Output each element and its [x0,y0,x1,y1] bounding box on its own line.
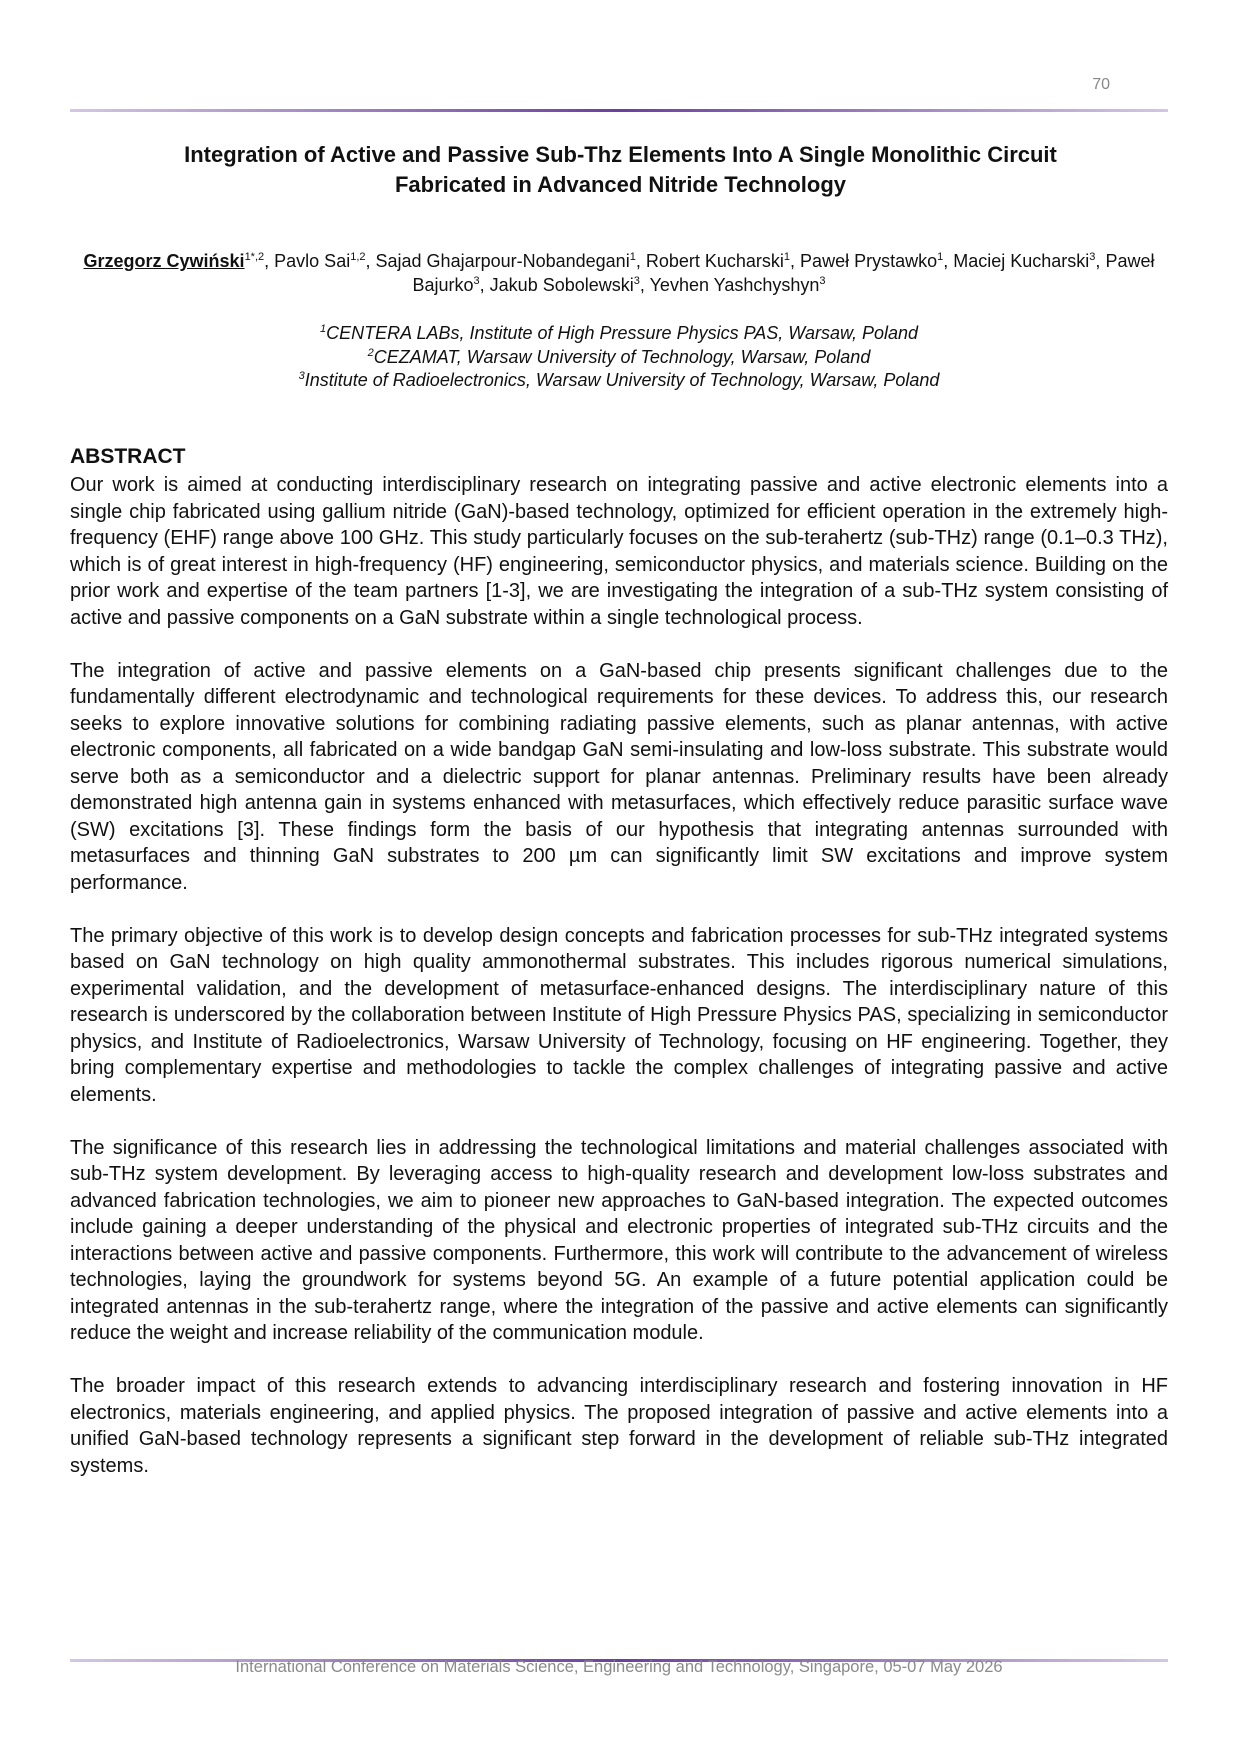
author-name: Yevhen Yashchyshyn [649,275,820,295]
author-affiliation-mark: 3 [1089,251,1096,263]
header-divider [70,109,1168,112]
author-separator: , [635,251,646,271]
affiliation-text: Institute of Radioelectronics, Warsaw University of Technology, Warsaw, Poland [304,370,940,390]
author-affiliation-mark: 1 [937,251,944,263]
affiliation [70,322,1168,346]
affiliation-text: CEZAMAT, Warsaw University of Technology, Warsaw, Poland [373,346,871,367]
affiliation-list [70,322,1168,393]
affiliation-mark: 1 [319,323,327,335]
author-name: Sajad Ghajarpour-Nobandegani [375,251,630,271]
author-affiliation-mark: 1*,2 [244,251,265,263]
abstract-heading: ABSTRACT [70,445,186,468]
author-name: Jakub Sobolewski [489,275,634,295]
conference-footer: International Conference on Materials Science, Engineering and Technology, Singapore, 05-07 May 2026 [235,1658,1003,1676]
author-affiliation-mark: 1,2 [350,251,366,263]
author-affiliation-mark: 1 [783,251,791,263]
title-line-2: Fabricated in Advanced Nitride Technology [394,172,847,197]
author-separator: , [365,251,376,271]
abstract-paragraph: The primary objective of this work is to develop design concepts and fabrication processes for sub-THz integrated systems based on GaN technology on high quality ammonothermal substrates. This includes rigorous numerical simulations, experimental validation, and the development of metasurface-enhanced designs. The interdisciplinary nature of this research is underscored by the collaboration between Institute of High Pressure Physics PAS, specializing in semiconductor physics, and Institute of Radioelectronics, Warsaw University of Technology, focusing on HF engineering. Together, they bring complementary expertise and methodologies to tackle the complex challenges of integrating passive and active elements. [70,924,1168,1106]
author-separator: , [1095,251,1106,271]
author-name: Pavlo Sai [274,251,351,271]
author-name: Grzegorz Cywiński [83,251,245,271]
affiliation-text: CENTERA LABs, Institute of High Pressure Physics PAS, Warsaw, Poland [326,323,919,343]
author-name: Paweł Prystawko [800,251,938,271]
abstract-paragraph: The integration of active and passive elements on a GaN-based chip presents significant challenges due to the fundamentally different electrodynamic and technological requirements for these devices. To address this, our research seeks to explore innovative solutions for combining radiating passive elements, such as planar antennas, with active electronic components, all fabricated on a wide bandgap GaN semi-insulating and low-loss substrate. This substrate would serve both as a semiconductor and a dielectric support for planar antennas. Preliminary results have been already demonstrated high antenna gain in systems enhanced with metasurfaces, which effectively reduce parasitic surface wave (SW) excitations [3]. These findings form the basis of our hypothesis that integrating antennas surrounded with metasurfaces and thinning GaN substrates to 200 µm can significantly limit SW excitations and improve system performance. [70,659,1168,894]
affiliation [70,369,1168,393]
author-affiliation-mark: 3 [473,275,480,287]
author-affiliation-mark: 3 [819,275,826,287]
author-separator: , [639,275,650,295]
abstract-paragraph: The broader impact of this research extends to advancing interdisciplinary research and fostering innovation in HF electronics, materials engineering, and applied physics. The proposed integration of passive and active elements into a unified GaN-based technology represents a significant step forward in the development of reliable sub-THz integrated systems. [70,1375,1168,1477]
author-affiliation-mark: 3 [633,275,640,287]
author-affiliation-mark: 1 [629,251,636,263]
author-name: Robert Kucharski [645,251,784,271]
author-separator: , [264,251,275,271]
abstract-body [70,472,1168,1506]
author-separator: , [790,251,801,271]
author-list [70,249,1168,297]
affiliation-mark: 3 [298,370,305,382]
author-name: Paweł Bajurko [412,251,1155,295]
author-separator: , [943,251,954,271]
paper-title [90,140,1151,200]
title-line-1: Integration of Active and Passive Sub-Thz Elements Into A Single Monolithic Circuit [184,142,1057,167]
author-separator: , [479,275,490,295]
page-number: 70 [1092,76,1110,93]
author-name: Maciej Kucharski [953,251,1090,271]
abstract-paragraph: Our work is aimed at conducting interdisciplinary research on integrating passive and active electronic elements into a single chip fabricated using gallium nitride (GaN)-based technology, optimized for efficient operation in the extremely high-frequency (EHF) range above 100 GHz. This study particularly focuses on the sub-terahertz (sub-THz) range (0.1–0.3 THz), which is of great interest in high-frequency (HF) engineering, semiconductor physics, and materials science. Building on the prior work and expertise of the team partners [1-3], we are investigating the integration of a sub-THz system consisting of active and passive components on a GaN substrate within a single technological process. [70,474,1168,629]
abstract-paragraph: The significance of this research lies in addressing the technological limitations and material challenges associated with sub-THz system development. By leveraging access to high-quality research and development low-loss substrates and advanced fabrication technologies, we aim to pioneer new approaches to GaN-based integration. The expected outcomes include gaining a deeper understanding of the physical and electronic properties of integrated sub-THz circuits and the interactions between active and passive components. Furthermore, this work will contribute to the advancement of wireless technologies, laying the groundwork for systems beyond 5G. An example of a future potential application could be integrated antennas in the sub-terahertz range, where the integration of the passive and active elements can significantly reduce the weight and increase reliability of the communication module. [70,1136,1168,1344]
affiliation [70,346,1168,370]
affiliation-mark: 2 [367,346,374,359]
